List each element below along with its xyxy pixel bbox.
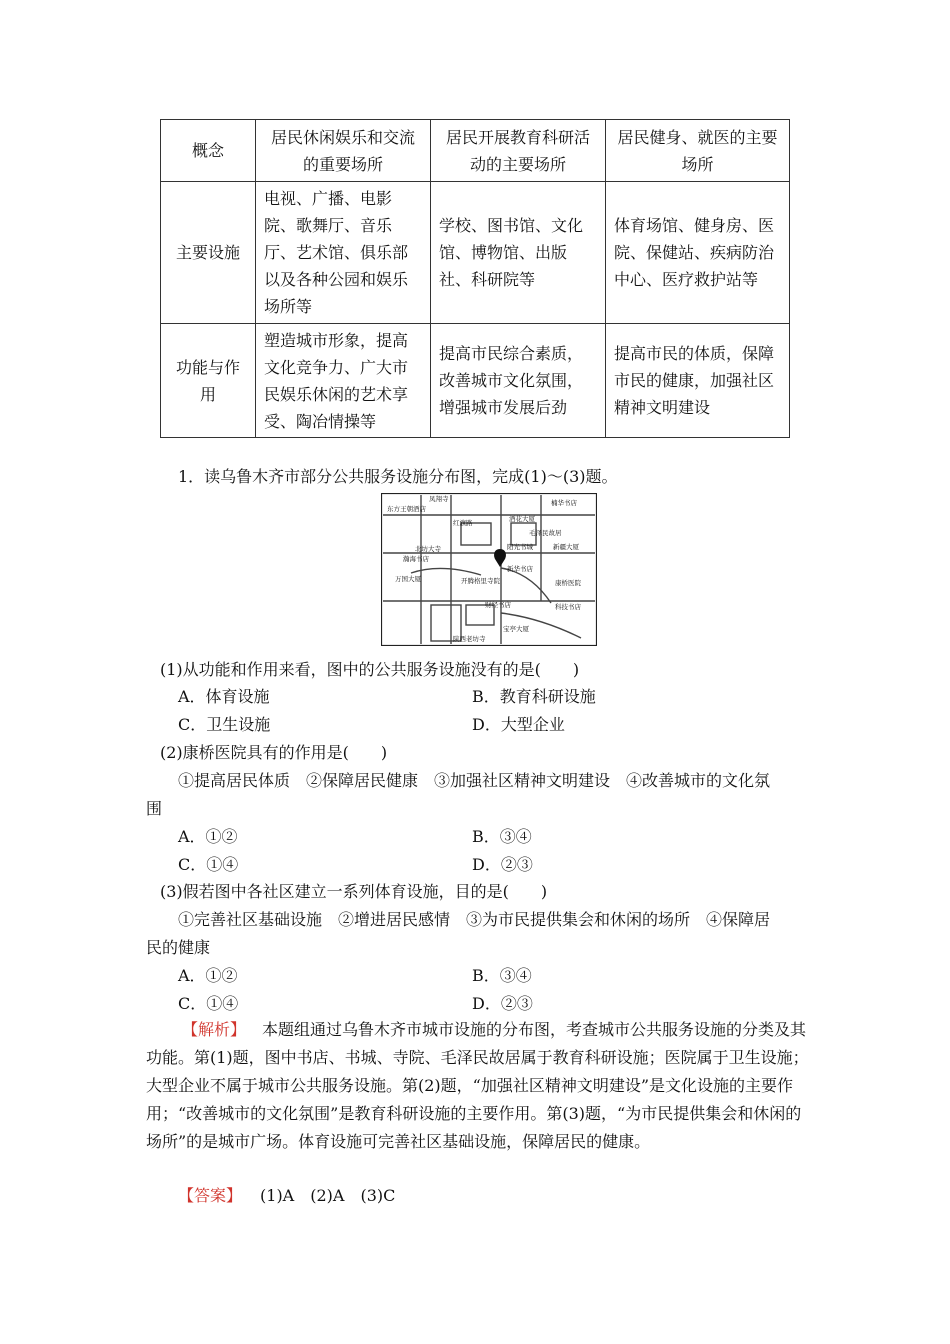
analysis-label: 【解析】 xyxy=(182,1020,247,1039)
table-cell: 提高市民综合素质，改善城市文化氛围，增强城市发展后劲 xyxy=(431,324,606,438)
table-cell: 提高市民的体质，保障市民的健康，加强社区精神文明建设 xyxy=(606,324,790,438)
facility-table xyxy=(160,119,790,438)
map-label: 宝亭大厦 xyxy=(503,625,529,633)
q3-items-cont: 民的健康 xyxy=(146,938,211,957)
answer-label: 【答案】 xyxy=(178,1186,243,1205)
q2-option-b: B．③④ xyxy=(472,827,532,846)
table-row xyxy=(161,324,790,438)
q1-option-d: D．大型企业 xyxy=(472,715,565,734)
map-label: 万国大厦 xyxy=(395,575,421,583)
map-label: 科技书店 xyxy=(555,603,581,611)
map-label: 陕西老坊寺 xyxy=(453,635,486,643)
table-cell: 学校、图书馆、文化馆、博物馆、出版社、科研院等 xyxy=(431,182,606,324)
q1-option-a: A．体育设施 xyxy=(178,687,270,706)
map-label: 北坊大寺 xyxy=(415,545,441,553)
map-label: 楠华书店 xyxy=(551,499,577,507)
q2-stem: (2)康桥医院具有的作用是( ) xyxy=(160,743,388,762)
q2-option-d: D．②③ xyxy=(472,855,533,874)
map-label: 毛泽民故居 xyxy=(529,529,562,537)
map-label: 东方王朝酒店 xyxy=(387,505,426,513)
map-label: 财经书店 xyxy=(485,601,511,609)
q3-option-d: D．②③ xyxy=(472,994,533,1013)
q3-option-c: C．①④ xyxy=(178,994,239,1013)
q3-option-a: A．①② xyxy=(178,966,238,985)
map-label: 康桥医院 xyxy=(555,579,581,587)
q3-stem: (3)假若图中各社区建立一系列体育设施，目的是( ) xyxy=(160,882,548,901)
city-facility-map xyxy=(381,493,597,646)
table-row xyxy=(161,182,790,324)
map-label: 酒花大厦 xyxy=(509,515,535,523)
map-label: 瀚海书店 xyxy=(403,555,429,563)
analysis-paragraph xyxy=(146,1016,810,1156)
q2-items: ①提高居民体质 ②保障居民健康 ③加强社区精神文明建设 ④改善城市的文化氛 xyxy=(178,771,771,790)
table-cell: 电视、广播、电影院、歌舞厅、音乐厅、艺术馆、俱乐部以及各种公园和娱乐场所等 xyxy=(256,182,431,324)
map-label: 新疆大厦 xyxy=(553,543,579,551)
q1-option-b: B．教育科研设施 xyxy=(472,687,596,706)
answer-line xyxy=(178,1185,395,1207)
table-cell: 塑造城市形象，提高文化竞争力、广大市民娱乐休闲的艺术享受、陶冶情操等 xyxy=(256,324,431,438)
answer-text: (1)A (2)A (3)C xyxy=(260,1186,396,1205)
map-label: 新华书店 xyxy=(507,565,533,573)
map-label: 红旗路 xyxy=(453,519,473,527)
q3-items: ①完善社区基础设施 ②增进居民感情 ③为市民提供集会和休闲的场所 ④保障居 xyxy=(178,910,771,929)
table-cell: 居民开展教育科研活动的主要场所 xyxy=(431,120,606,182)
q2-items-cont: 围 xyxy=(146,799,163,818)
question-intro: 1．读乌鲁木齐市部分公共服务设施分布图，完成(1)～(3)题。 xyxy=(178,467,618,486)
map-label: 阳光书城 xyxy=(507,543,533,551)
row-head: 概念 xyxy=(161,120,256,182)
q3-option-b: B．③④ xyxy=(472,966,532,985)
row-head: 主要设施 xyxy=(161,182,256,324)
map-label: 凤翔寺 xyxy=(429,495,449,503)
table-row xyxy=(161,120,790,182)
q1-option-c: C．卫生设施 xyxy=(178,715,271,734)
analysis-text: 本题组通过乌鲁木齐市城市设施的分布图，考查城市公共服务设施的分类及其功能。第(1)题，图中书店、书城、寺院、毛泽民故居属于教育科研设施；医院属于卫生设施；大型企业不属于城市公共服务设施。第(2)题，“加强社区精神文明建设”是文化设施的主要作用；“改善城市的文化氛围”是教育科研设施的主要作用。第(3)题，“为市民提供集会和休闲的场所”的是城市广场。体育设施可完善社区基础设施，保障居民的健康。 xyxy=(146,1020,809,1151)
row-head: 功能与作用 xyxy=(161,324,256,438)
q2-option-a: A．①② xyxy=(178,827,238,846)
q2-option-c: C．①④ xyxy=(178,855,239,874)
table-cell: 居民休闲娱乐和交流的重要场所 xyxy=(256,120,431,182)
table-cell: 体育场馆、健身房、医院、保健站、疾病防治中心、医疗救护站等 xyxy=(606,182,790,324)
table-cell: 居民健身、就医的主要场所 xyxy=(606,120,790,182)
map-label: 开腾格里寺院 xyxy=(461,577,500,585)
q1-stem: (1)从功能和作用来看，图中的公共服务设施没有的是( ) xyxy=(160,660,580,679)
